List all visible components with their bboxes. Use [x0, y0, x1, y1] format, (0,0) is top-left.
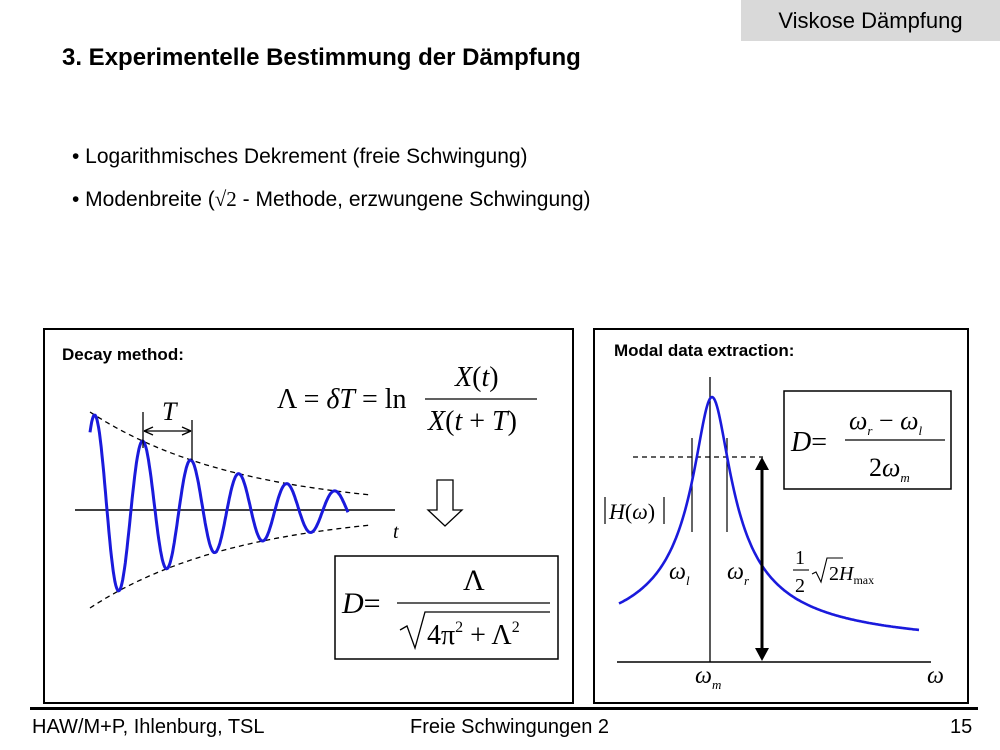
svg-text:H(ω): H(ω)	[609, 499, 656, 524]
log-decrement-formula	[277, 362, 537, 437]
modal-extraction-figure	[595, 330, 967, 702]
footer-course: Freie Schwingungen 2	[410, 716, 610, 738]
svg-text:2ωm: $2\omega_m$	[869, 453, 910, 485]
omega-m-label: $\omega_m$	[695, 663, 722, 692]
section-tag: Viskose Dämpfung	[741, 0, 1000, 41]
damped-oscillation-curve	[90, 415, 348, 591]
bullet-item-mode-width-prefix: • Modenbreite (	[72, 188, 215, 211]
svg-text:X(t): X(t)	[455, 362, 499, 393]
bullet-item-log-decrement: • Logarithmisches Dekrement (freie Schwingung)	[72, 145, 528, 168]
omega-r-label: $\omega_r$	[727, 559, 750, 588]
magnitude-label	[605, 497, 664, 524]
upper-envelope	[90, 412, 372, 495]
half-power-expression	[793, 547, 874, 597]
svg-text:Λ: Λ	[463, 564, 485, 597]
decay-method-figure	[45, 330, 572, 702]
omega-l-label: $\omega_l$	[669, 559, 690, 588]
time-axis-label: t	[393, 521, 399, 543]
svg-text:2Hmax: $2H_{max}$	[829, 563, 875, 587]
svg-text:X(t + T): X(t + T)	[428, 406, 517, 437]
svg-text:4π2 + Λ2: $4\pi^2 + \Lambda^2$	[427, 619, 520, 651]
svg-text:D=: D=	[791, 427, 828, 458]
omega-axis-label: ω	[927, 663, 944, 689]
svg-text:D=: D=	[342, 587, 381, 620]
sqrt2-symbol: √2	[214, 187, 237, 211]
modal-extraction-panel	[593, 328, 969, 704]
modal-extraction-title: Modal data extraction:	[614, 341, 795, 360]
lower-envelope	[90, 525, 372, 608]
period-label: T	[162, 397, 177, 426]
slide-title: 3. Experimentelle Bestimmung der Dämpfung	[62, 44, 581, 71]
bullet-item-mode-width-suffix: - Methode, erzwungene Schwingung)	[236, 188, 591, 211]
svg-text:2: 2	[795, 575, 805, 597]
implies-arrow-icon	[428, 480, 462, 526]
bullet-list	[72, 142, 591, 226]
footer-divider	[30, 707, 978, 710]
decay-method-panel	[43, 328, 574, 704]
svg-text:1: 1	[795, 547, 805, 569]
footer-author: HAW/M+P, Ihlenburg, TSL	[32, 716, 265, 738]
svg-text:Λ = δT = ln: Λ = δT = ln	[277, 384, 407, 415]
page-number: 15	[950, 716, 973, 738]
svg-text:ωr − ωl: $\omega_r - \omega_l$	[849, 406, 923, 438]
decay-method-title: Decay method:	[62, 345, 184, 364]
bullet-item-mode-width	[72, 184, 591, 226]
